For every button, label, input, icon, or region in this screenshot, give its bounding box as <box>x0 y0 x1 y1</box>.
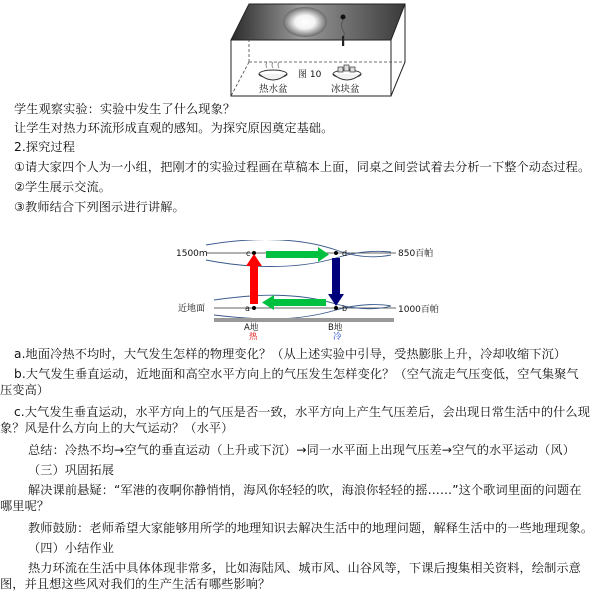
question-c: c.大气发生垂直运动，水平方向上的气压是否一致，水平方向上产生气压差后，会出现日常生活中的什么现象？风是什么方向上的大气运动？（水平） <box>0 405 590 435</box>
point-a: a <box>245 304 250 313</box>
label-cold: 冷 <box>333 332 342 340</box>
line-step2: ②学生展示交流。 <box>14 180 112 194</box>
puzzle-text: 解决课前悬疑：“军港的夜啊你静悄悄，海风你轻轻的吹，海浪你轻轻的摇……”这个歌词里面的问题在哪里呢？ <box>0 483 582 513</box>
isobar-1000-lower <box>214 305 391 319</box>
line-perceive: 让学生对热力环流形成直观的感知。为探究原因奠定基础。 <box>14 121 334 135</box>
ground-strip <box>214 318 394 322</box>
label-1000: 1000百帕 <box>398 305 439 315</box>
line-observe: 学生观察实验：实验中发生了什么现象？ <box>14 102 236 116</box>
point-c: c <box>246 249 251 258</box>
point-a-dot <box>252 306 256 310</box>
point-d: d <box>342 249 348 258</box>
incense-hole <box>341 15 346 20</box>
point-b-dot <box>334 306 338 310</box>
label-850: 850百帕 <box>398 249 434 259</box>
summary-line: 总结：冷热不均→空气的垂直运动（上升或下沉）→同一水平面上出现气压差→空气的水平运动（风） <box>28 443 576 457</box>
lamp-glow <box>283 7 327 37</box>
question-b: b.大气发生垂直运动，近地面和高空水平方向上的气压发生怎样变化？（空气流走气压变低，空气集聚气压变高） <box>0 367 579 397</box>
location-b: B地 <box>328 323 343 333</box>
arrow-down-icon <box>328 258 344 306</box>
figure-caption: 图 10 <box>298 70 322 80</box>
circulation-diagram <box>176 240 446 340</box>
line-step1: ①请大家四个人为一小组，把刚才的实验过程画在草稿本上面，同桌之间尝试着去分析一下整个动态过程。 <box>14 160 591 174</box>
point-b: b <box>342 304 348 313</box>
ice-basin-label: 冰块盆 <box>331 84 360 95</box>
arrow-right-icon <box>266 247 329 262</box>
question-a: a.地面冷热不均时，大气发生怎样的物理变化？（从上述实验中引导，受热膨胀上升，冷却收缩下沉） <box>14 347 567 361</box>
location-a: A地 <box>244 323 259 333</box>
label-hot: 热 <box>249 332 258 340</box>
label-ground: 近地面 <box>178 304 206 314</box>
label-1500m: 1500m <box>176 249 208 259</box>
encourage-text: 教师鼓励：老师希望大家能够用所学的地理知识去解决生活中的地理问题，解释生活中的一些地理现象。 <box>28 521 594 535</box>
homework-text: 热力环流在生活中具体体现非常多，比如海陆风、城市风、山谷风等，下课后搜集相关资料，绘制示意图，并且想这些风对我们的生产生活有哪些影响？ <box>0 561 581 591</box>
line-step3: ③教师结合下列图示进行讲解。 <box>14 200 185 214</box>
experiment-figure <box>225 2 415 98</box>
box-front-face <box>231 40 391 96</box>
section-explore: 2.探究过程 <box>14 140 75 154</box>
section-consolidate: （三）巩固拓展 <box>28 463 115 477</box>
section-summary: （四）小结作业 <box>28 541 115 555</box>
hot-basin-label: 热水盆 <box>259 84 288 95</box>
point-d-dot <box>334 251 338 255</box>
